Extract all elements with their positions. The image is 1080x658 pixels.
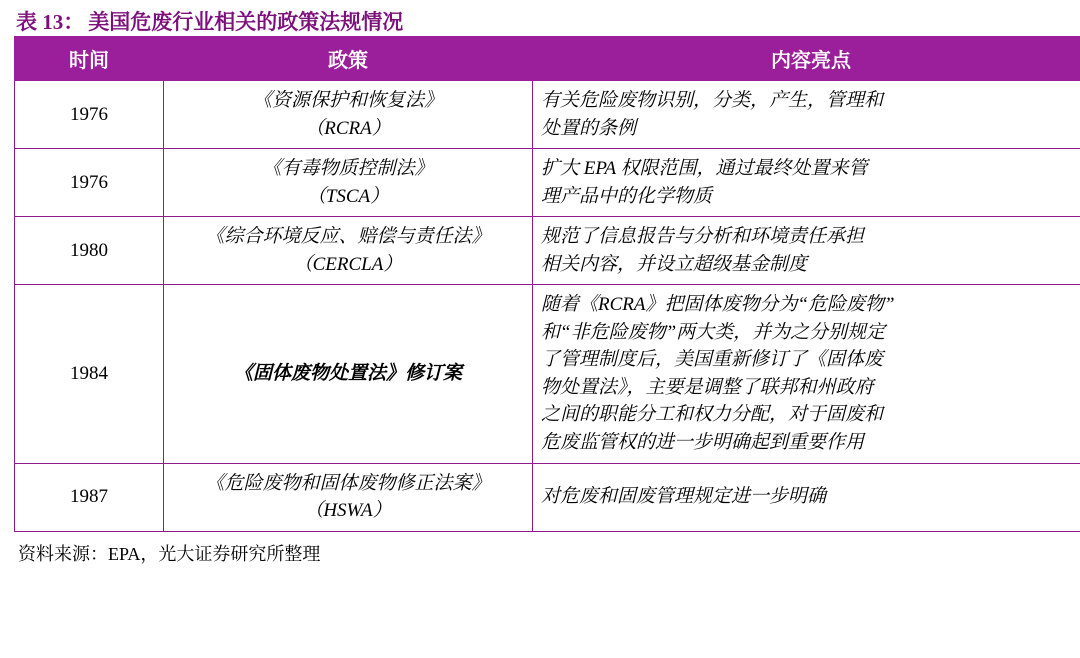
table-row	[15, 149, 1080, 217]
table-row	[15, 81, 1080, 149]
cell-policy-line: （HSWA）	[304, 500, 392, 522]
cell-time: 1976	[15, 149, 164, 217]
table-header	[15, 37, 1080, 81]
cell-content-line: 理产品中的化学物质	[541, 185, 713, 207]
table-row	[15, 217, 1080, 285]
cell-content-line: 规范了信息报告与分析和环境责任承担	[541, 226, 865, 248]
cell-content-line: 物处置法》，主要是调整了联邦和州政府	[541, 376, 874, 398]
table-title-label: 表 13：	[16, 10, 85, 34]
table-row	[15, 285, 1080, 463]
table-header-row	[15, 37, 1080, 81]
cell-content	[533, 285, 1080, 463]
cell-policy	[164, 217, 533, 285]
table-title-text: 美国危废行业相关的政策法规情况	[88, 10, 404, 34]
cell-content-line: 了管理制度后，美国重新修订了《固体废	[541, 349, 884, 371]
cell-time: 1980	[15, 217, 164, 285]
column-header-time: 时间	[15, 37, 164, 81]
cell-policy	[164, 81, 533, 149]
cell-content-line: 有关危险废物识别，分类，产生，管理和	[541, 90, 884, 111]
cell-content	[533, 217, 1080, 285]
cell-content-line: 处置的条例	[541, 117, 637, 139]
cell-content	[533, 463, 1080, 531]
cell-content	[533, 81, 1080, 149]
cell-content-line: 对危废和固废管理规定进一步明确	[541, 486, 827, 508]
source-note: 资料来源：EPA，光大证券研究所整理	[18, 543, 321, 564]
cell-content-line: 之间的职能分工和权力分配，对于固废和	[541, 404, 884, 426]
cell-policy	[164, 149, 533, 217]
cell-policy-line: 《综合环境反应、赔偿与责任法》	[205, 226, 491, 248]
cell-policy-line: （TSCA）	[306, 185, 390, 207]
table-body	[15, 81, 1080, 532]
cell-content-line: 危废监管权的进一步明确起到重要作用	[541, 432, 865, 454]
cell-time: 1984	[15, 285, 164, 463]
cell-policy-line: （CERCLA）	[293, 253, 403, 275]
cell-policy-line: 《固体废物处置法》修订案	[233, 363, 462, 385]
cell-content-line: 相关内容，并设立超级基金制度	[541, 253, 808, 275]
cell-content	[533, 149, 1080, 217]
cell-policy-line: 《资源保护和恢复法》	[252, 90, 443, 111]
cell-policy	[164, 285, 533, 463]
cell-policy	[164, 463, 533, 531]
cell-content-line: 随着《RCRA》把固体废物分为“危险废物”	[541, 294, 895, 316]
table-title	[14, 0, 1066, 36]
cell-policy-line: （RCRA）	[305, 117, 391, 139]
column-header-policy: 政策	[164, 37, 533, 81]
cell-content-line: 和“非危险废物”两大类，并为之分别规定	[541, 321, 886, 343]
cell-time: 1976	[15, 81, 164, 149]
column-header-content: 内容亮点	[533, 37, 1080, 81]
policy-regulation-table	[14, 36, 1080, 532]
table-row	[15, 463, 1080, 531]
cell-content-line: 扩大 EPA 权限范围，通过最终处置来管	[541, 158, 868, 180]
cell-time: 1987	[15, 463, 164, 531]
cell-policy-line: 《有毒物质控制法》	[262, 158, 434, 180]
cell-policy-line: 《危险废物和固体废物修正法案》	[205, 472, 491, 494]
